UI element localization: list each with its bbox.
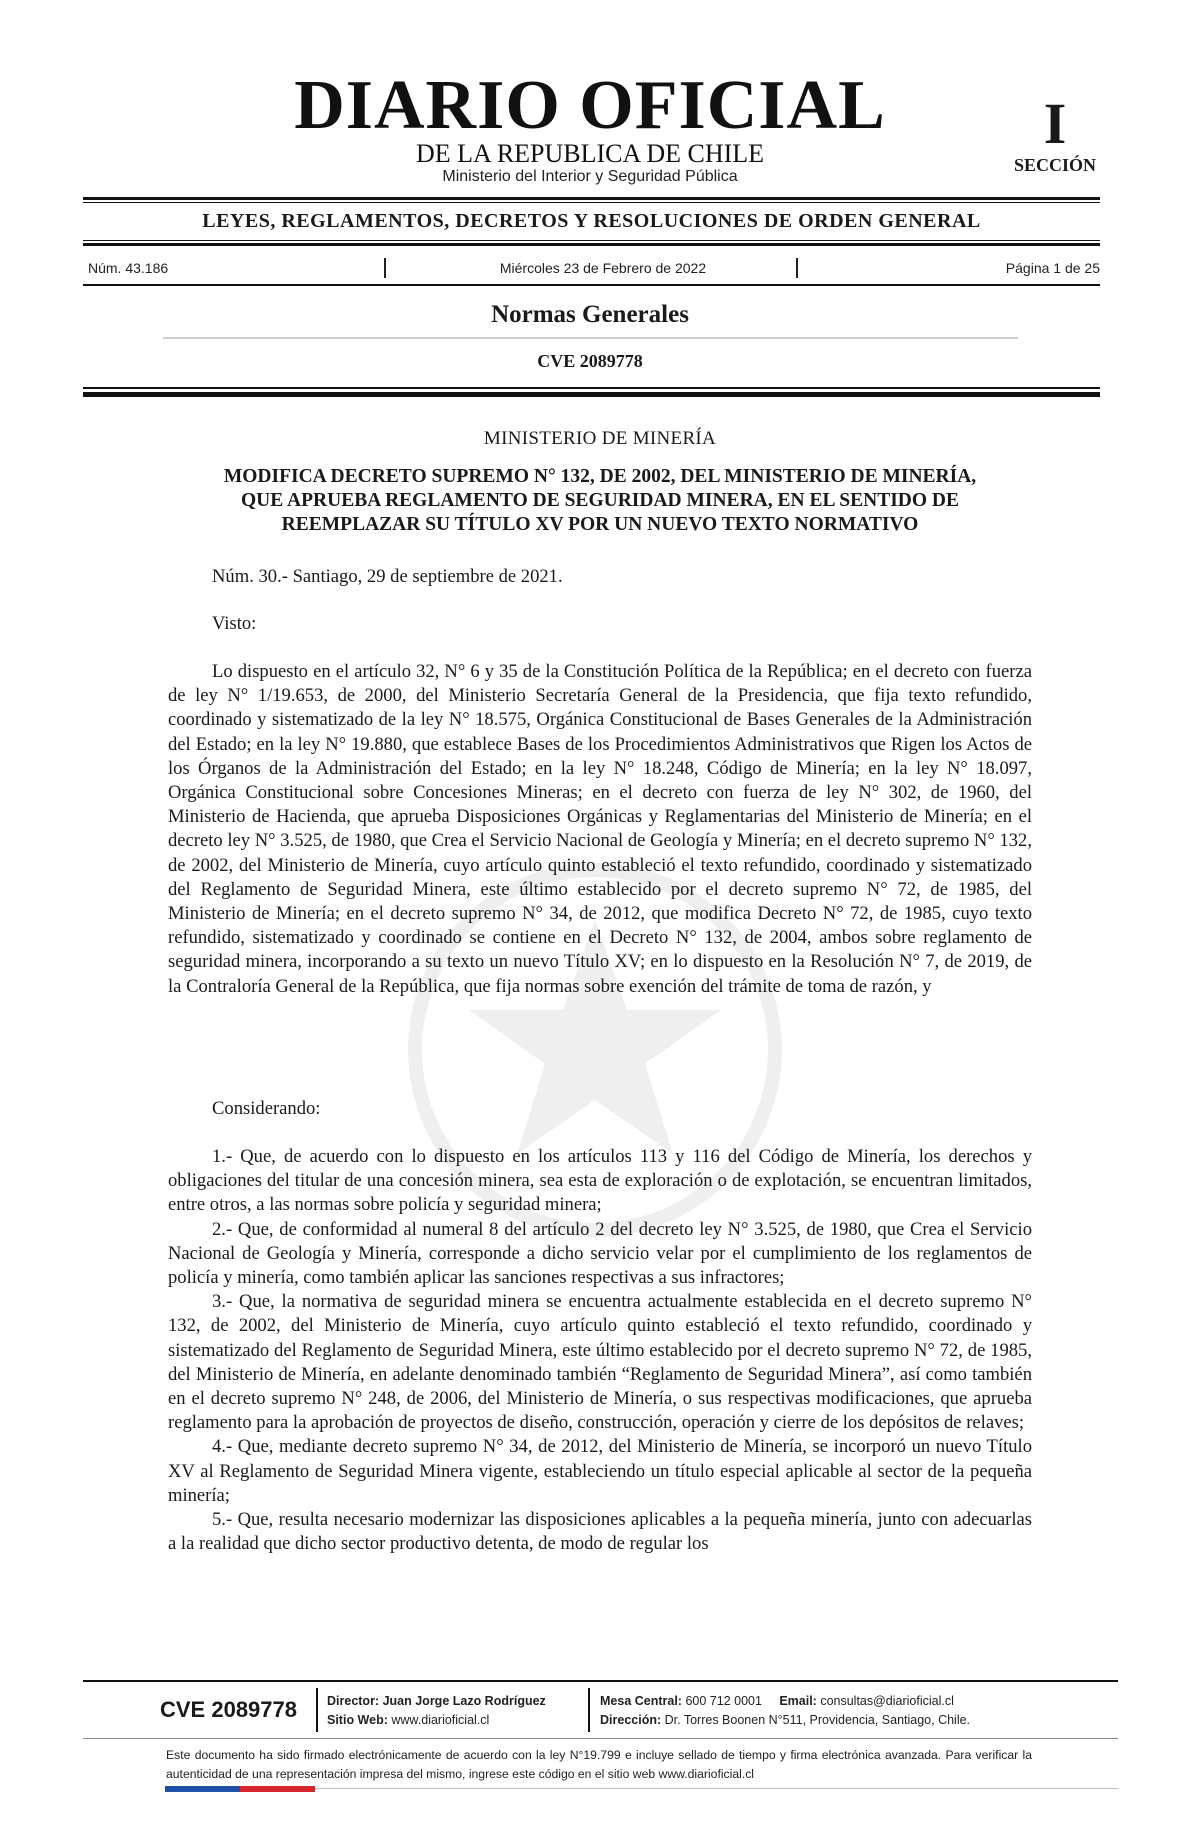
section-label: SECCIÓN: [1013, 155, 1097, 175]
decree-title-line: QUE APRUEBA REGLAMENTO DE SEGURIDAD MINERA, EN EL SENTIDO DE: [240, 490, 959, 511]
address-label: Dirección:: [600, 1713, 662, 1727]
footer-separator: [316, 1688, 318, 1732]
info-rule: [83, 284, 1100, 286]
phone-number: 600 712 0001: [685, 1694, 762, 1708]
footer-separator: [588, 1688, 590, 1732]
gazette-ministry: Ministerio del Interior y Seguridad Pública: [442, 168, 738, 185]
issue-number: Núm. 43.186: [88, 260, 169, 276]
section-rule-thin: [83, 387, 1100, 389]
considerando-paragraph: 1.- Que, de acuerdo con lo dispuesto en los artículos 113 y 116 del Código de Minería, los derechos y obligaciones del titular de una concesión minera, sea esta de exploración o de explotación, se encuentran limitados, entre otros, a las normas sobre policía y seguridad minera;: [168, 1146, 1032, 1216]
footer-address-line: [600, 1711, 970, 1730]
web-label: Sitio Web:: [327, 1713, 388, 1727]
issuing-ministry: MINISTERIO DE MINERÍA: [483, 428, 717, 449]
section-number: I: [1043, 91, 1067, 156]
decree-title-line: MODIFICA DECRETO SUPREMO N° 132, DE 2002, DEL MINISTERIO DE MINERÍA,: [223, 466, 977, 487]
email-link[interactable]: consultas@diarioficial.cl: [820, 1694, 954, 1708]
issue-date: Miércoles 23 de Febrero de 2022: [499, 260, 707, 276]
section-title-rule: [163, 337, 1018, 339]
email-label: Email:: [779, 1694, 817, 1708]
section-rule-thick: [83, 392, 1100, 397]
considerando-label: Considerando:: [212, 1098, 321, 1119]
flag-stripe-blue: [165, 1786, 240, 1792]
considerando-paragraph: 5.- Que, resulta necesario modernizar las disposiciones aplicables a la pequeña minería, junto con adecuarlas a la realidad que dicho sector productivo detenta, de modo de regular los: [168, 1509, 1032, 1555]
visto-paragraph: Lo dispuesto en el artículo 32, N° 6 y 35 de la Constitución Política de la República; en el decreto con fuerza de ley N° 1/19.653, de 2000, del Ministerio Secretaría General de la Presidencia, que fija texto refundido, coordinado y sistematizado de la ley N° 18.575, Orgánica Constitucional de Bases Generales de la Administración del Estado; en la ley N° 19.880, que establece Bases de los Procedimientos Administrativos que Rigen los Actos de los Órganos de la Administración del Estado; en la ley N° 18.248, Código de Minería; en la ley N° 18.097, Orgánica Constitucional sobre Concesiones Mineras; en el decreto con fuerza de ley N° 302, de 1960, del Ministerio de Hacienda, que aprueba Disposiciones Orgánicas y Reglamentarias del Ministerio de Minería; en el decreto ley N° 3.525, de 1980, que Crea el Servicio Nacional de Geología y Minería; en el decreto supremo N° 132, de 2002, del Ministerio de Minería, cuyo artículo quinto estableció el texto refundido, coordinado y sistematizado del Reglamento de Seguridad Minera, este último establecido por el decreto supremo N° 72, de 1985, del Ministerio de Minería; en el decreto supremo N° 34, de 2012, que modifica Decreto N° 72, de 1985, cuyo texto refundido, sistematizado y coordinado se contiene en el Decreto N° 132, de 2004, ambos sobre reglamento de seguridad minera, incorporando a su texto un nuevo Título XV; en lo dispuesto en la Resolución N° 7, de 2019, de la Contraloría General de la República, que fija normas sobre exención del trámite de toma de razón, y: [168, 661, 1032, 997]
director-label: Director:: [327, 1694, 380, 1708]
header-rule-thick: [83, 197, 1100, 200]
considerando-paragraph: 4.- Que, mediante decreto supremo N° 34, de 2012, del Ministerio de Minería, se incorporó un nuevo Título XV al Reglamento de Seguridad Minera vigente, estableciendo un título especial aplicable al sector de la pequeña minería;: [168, 1436, 1032, 1506]
category-rule-thick: [83, 243, 1100, 246]
visto-label: Visto:: [212, 613, 257, 634]
info-separator: [384, 258, 386, 278]
footer-director-block: [327, 1692, 546, 1730]
cve-code: CVE 2089778: [537, 351, 643, 371]
considerando-paragraph: 3.- Que, la normativa de seguridad minera se encuentra actualmente establecida en el decreto supremo N° 132, de 2002, del Ministerio de Minería, cuyo artículo quinto estableció el texto refundido, coordinado y sistematizado del Reglamento de Seguridad Minera, este último establecido por el decreto supremo N° 72, de 1985, del Ministerio de Minería, en adelante denominado también “Reglamento de Seguridad Minera”, así como también en el decreto supremo N° 248, de 2006, del Ministerio de Minería, o sus respectivas modificaciones, que aprueba reglamento para la aprobación de proyectos de diseño, construcción, operación y cierre de los depósitos de relaves;: [168, 1291, 1032, 1434]
website-link[interactable]: www.diarioficial.cl: [391, 1713, 490, 1727]
electronic-signature-notice: Este documento ha sido firmado electrónicamente de acuerdo con la ley N°19.799 e incluye sellado de tiempo y firma electrónica avanzada. Para verificar la autenticidad de una representación impresa del mismo, ingrese este código en el sitio web www.diarioficial.cl: [166, 1748, 1032, 1781]
decree-title: [168, 465, 1032, 537]
flag-stripe-red: [240, 1786, 315, 1792]
address-text: Dr. Torres Boonen N°511, Providencia, Santiago, Chile.: [664, 1713, 971, 1727]
footer-rule-thin: [83, 1738, 1118, 1739]
page-indicator: Página 1 de 25: [1005, 260, 1100, 276]
director-name: Juan Jorge Lazo Rodríguez: [382, 1694, 546, 1708]
footer-contact-block: [600, 1692, 970, 1730]
considerandos-block: [168, 1145, 1032, 1556]
decree-title-line: REEMPLAZAR SU TÍTULO XV POR UN NUEVO TEXTO NORMATIVO: [281, 514, 919, 535]
category-rule-thin: [83, 240, 1100, 241]
header-rule-thin: [83, 202, 1100, 203]
phone-label: Mesa Central:: [600, 1694, 682, 1708]
issue-info-row: [88, 258, 1100, 280]
flag-stripe-line: [315, 1788, 1118, 1789]
info-separator: [796, 258, 798, 278]
visto-paragraph-block: [168, 660, 1032, 999]
footer-web-line: [327, 1711, 546, 1730]
footer-cve-code: CVE 2089778: [160, 1697, 297, 1722]
decree-number-line: Núm. 30.- Santiago, 29 de septiembre de 2021.: [212, 566, 563, 587]
section-title: Normas Generales: [491, 301, 689, 328]
considerando-paragraph: 2.- Que, de conformidad al numeral 8 del artículo 2 del decreto ley N° 3.525, de 1980, que Crea el Servicio Nacional de Geología y Minería, corresponde a dicho servicio velar por el cumplimiento de los reglamentos de policía y minería, como también aplicar las sanciones respectivas a sus infractores;: [168, 1218, 1032, 1289]
category-heading: LEYES, REGLAMENTOS, DECRETOS Y RESOLUCIONES DE ORDEN GENERAL: [202, 210, 981, 232]
footer-director-line: [327, 1692, 546, 1711]
gazette-subtitle: DE LA REPUBLICA DE CHILE: [415, 139, 765, 168]
footer-rule: [83, 1680, 1118, 1682]
gazette-title: DIARIO OFICIAL: [294, 67, 886, 144]
footer-phone-line: [600, 1692, 970, 1711]
